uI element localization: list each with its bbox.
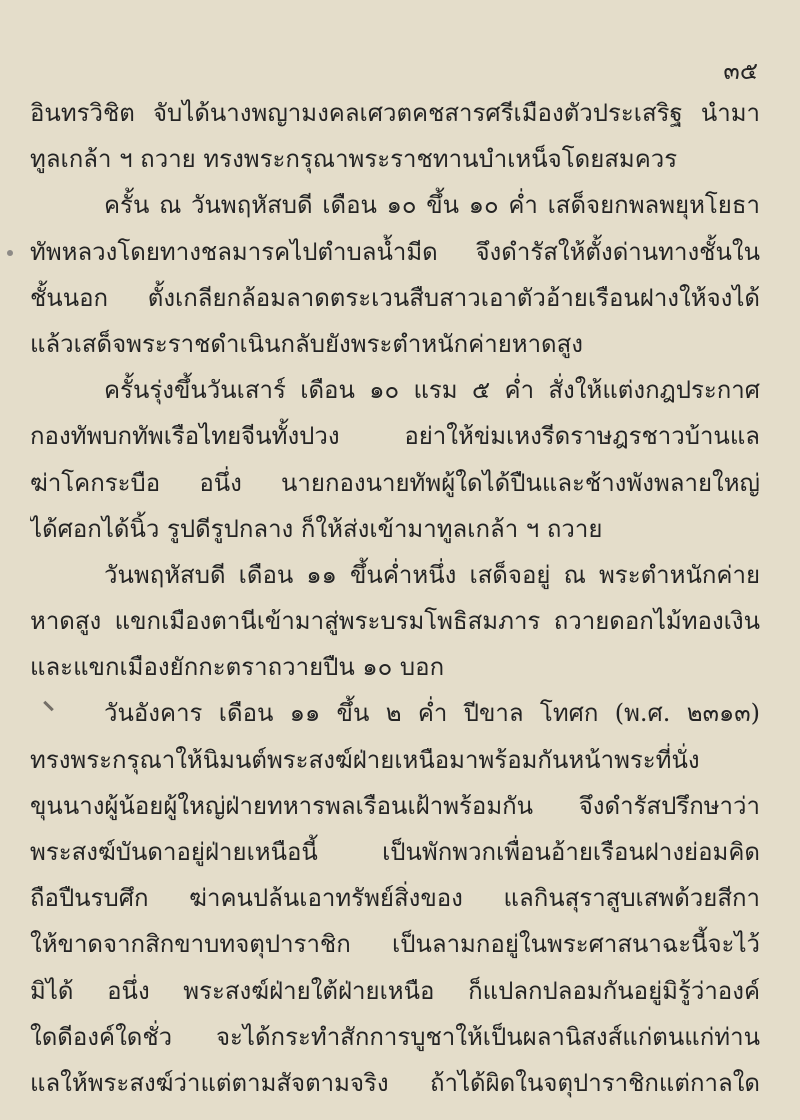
page-number: ๓๕ [723, 57, 758, 85]
text-line: หาดสูง แขกเมืองตานีเข้ามาสู่พระบรมโพธิสมภาร ถวายดอกไม้ทองเงิน [30, 607, 760, 636]
text-line: ถือปืนรบศึก ฆ่าคนปล้นเอาทรัพย์สิ่งของ แลกินสุราสูบเสพด้วยสีกา [30, 884, 760, 913]
margin-mark [7, 250, 13, 256]
text-line: กองทัพบกทัพเรือไทยจีนทั้งปวง อย่าให้ข่มเหงรีดราษฎรชาวบ้านแล [30, 422, 760, 451]
text-line: แล้วเสด็จพระราชดำเนินกลับยังพระตำหนักค่ายหาดสูง [30, 329, 584, 358]
text-line: ทรงพระกรุณาให้นิมนต์พระสงฆ์ฝ่ายเหนือมาพร้อมกันหน้าพระที่นั่ง [30, 745, 700, 774]
text-line: พระสงฆ์บันดาอยู่ฝ่ายเหนือนี้ เป็นพักพวกเพื่อนอ้ายเรือนฝางย่อมคิด [30, 838, 760, 866]
text-line: วันพฤหัสบดี เดือน ๑๑ ขึ้นค่ำหนึ่ง เสด็จอยู่ ณ พระตำหนักค่าย [104, 560, 760, 589]
text-line: ทูลเกล้า ฯ ถวาย ทรงพระกรุณาพระราชทานบำเหน็จโดยสมควร [30, 145, 678, 174]
text-line: ครั้นรุ่งขึ้นวันเสาร์ เดือน ๑๐ แรม ๕ ค่ำ สั่งให้แต่งกฎประกาศ [104, 376, 760, 405]
text-line: มิได้ อนึ่ง พระสงฆ์ฝ่ายใต้ฝ่ายเหนือ ก็แปลกปลอมกันอยู่มิรู้ว่าองค์ [30, 976, 760, 1005]
text-line: ครั้น ณ วันพฤหัสบดี เดือน ๑๐ ขึ้น ๑๐ ค่ำ เสด็จยกพลพยุหโยธา [104, 191, 760, 220]
text-line: ทัพหลวงโดยทางชลมารคไปตำบลน้ำมีด จึงดำรัสให้ตั้งด่านทางชั้นใน [30, 237, 760, 266]
text-line: ฆ่าโคกระบือ อนึ่ง นายกองนายทัพผู้ใดได้ปืนและช้างพังพลายใหญ่ [30, 468, 760, 497]
text-line: ใดดีองค์ใดชั่ว จะได้กระทำสักการบูชาให้เป็นผลานิสงส์แก่ตนแก่ท่าน [30, 1022, 760, 1051]
text-line: และแขกเมืองยักกะตราถวายปืน ๑๐ บอก [30, 653, 445, 682]
text-line: ได้ศอกได้นิ้ว รูปดีรูปกลาง ก็ให้ส่งเข้ามาทูลเกล้า ฯ ถวาย [30, 514, 603, 543]
text-line: ขุนนางผู้น้อยผู้ใหญ่ฝ่ายทหารพลเรือนเฝ้าพร้อมกัน จึงดำรัสปรึกษาว่า [30, 791, 760, 820]
text-line: ชั้นนอก ตั้งเกลียกล้อมลาดตระเวนสืบสาวเอาตัวอ้ายเรือนฝางให้จงได้ [30, 283, 760, 312]
text-line: อินทรวิชิต จับได้นางพญามงคลเศวตคชสารศรีเมืองตัวประเสริฐ นำมา [30, 99, 760, 127]
body-text [30, 90, 760, 1106]
text-line: แลให้พระสงฆ์ว่าแต่ตามสัจตามจริง ถ้าได้ผิดในจตุปาราชิกแต่กาลใด [30, 1068, 760, 1097]
text-line: วันอังคาร เดือน ๑๑ ขึ้น ๒ ค่ำ ปีขาล โทศก (พ.ศ. ๒๓๑๓) [104, 699, 760, 728]
text-line: ให้ขาดจากสิกขาบทจตุปาราชิก เป็นลามกอยู่ในพระศาสนาฉะนี้จะไว้ [30, 930, 760, 959]
